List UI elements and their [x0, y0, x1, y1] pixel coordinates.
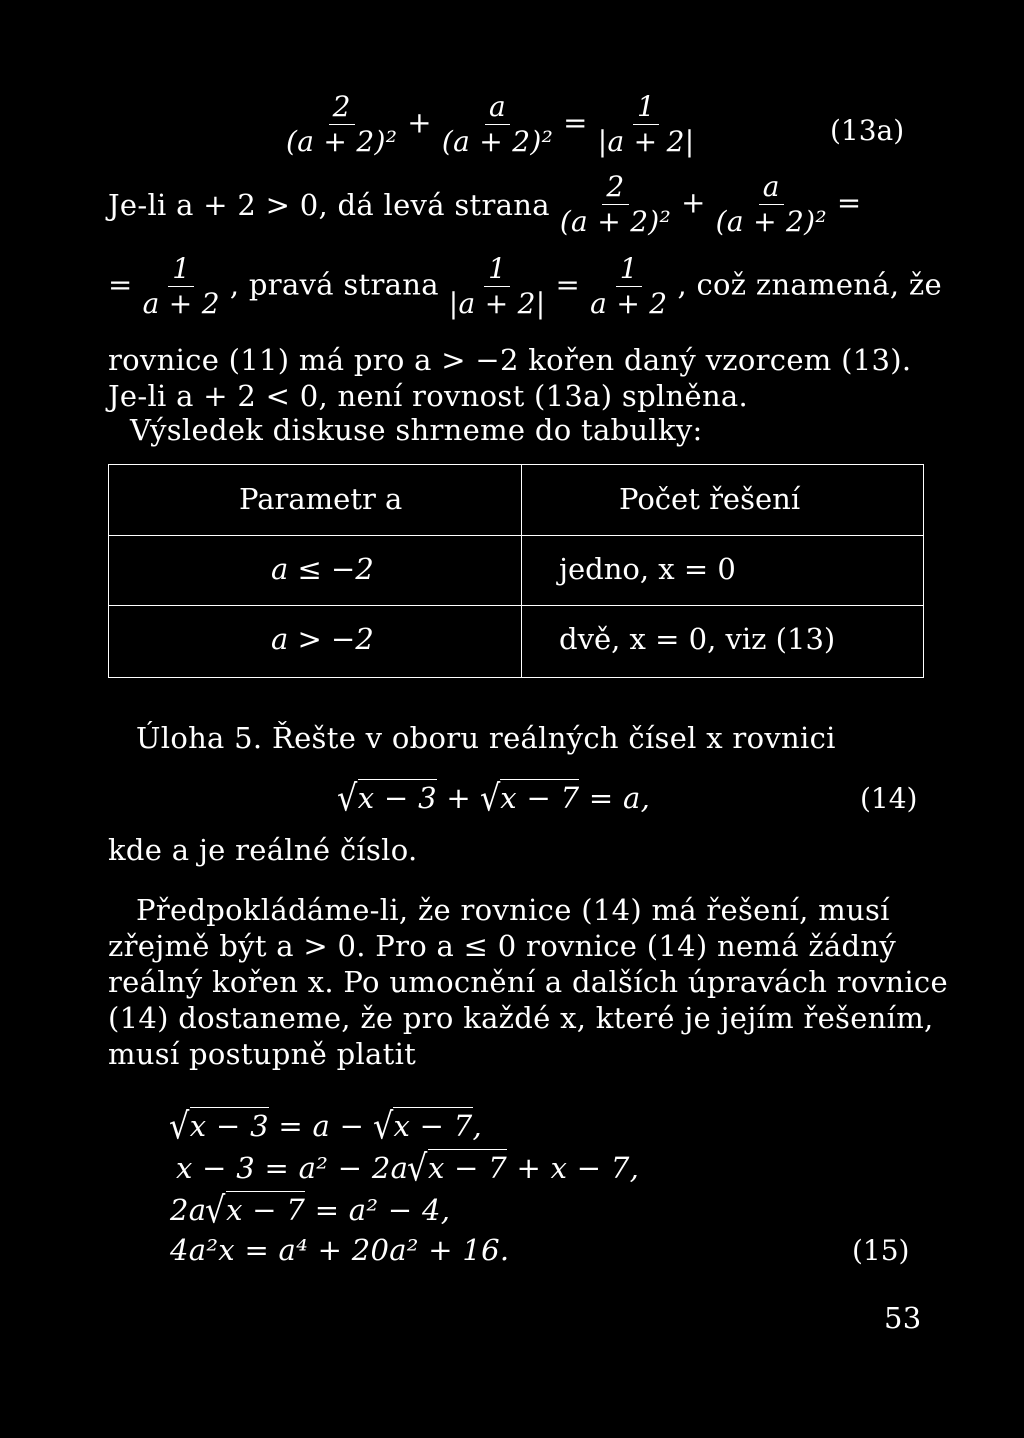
equation-14: √x − 3 + √x − 7 = a, [337, 776, 651, 820]
text-line-levá-strana: Je-li a + 2 > 0, dá levá strana $\frac{2}{\text{(a + 2)²}}$ + $\frac{a}{\text{(a + 2)²}}$ = [108, 170, 862, 238]
paragraph-line: zřejmě být a > 0. Pro a ≤ 0 rovnice (14) nemá žádný [108, 929, 897, 963]
page-number: 53 [884, 1301, 922, 1335]
square-root-icon: √ [337, 776, 358, 820]
step-line-2: x − 3 = a² − 2a√x − 7 + x − 7, [176, 1146, 640, 1190]
equation-number-13a: (13a) [830, 114, 905, 147]
paragraph-line: Předpokládáme-li, že rovnice (14) má řešení, musí [136, 893, 890, 927]
table-cell: a ≤ −2 [271, 552, 374, 586]
table-cell: a > −2 [271, 622, 374, 656]
step-line-3: 2a√x − 7 = a² − 4, [170, 1188, 451, 1232]
fraction: $\frac{a}{\text{(a + 2)²}}$ [715, 170, 827, 238]
task-heading [136, 720, 836, 756]
fraction: $\frac{a}{\text{(a + 2)²}}$ [441, 90, 554, 158]
square-root-icon: √ [205, 1188, 227, 1232]
fraction: $\frac{1}{|a + 2|}$ [448, 252, 546, 320]
paragraph-line: Je-li a + 2 < 0, není rovnost (13a) splněna. [108, 379, 749, 413]
table-divider [521, 465, 522, 677]
text-line-kde: kde a je reálné číslo. [108, 833, 418, 867]
square-root-icon: √ [407, 1146, 428, 1190]
equation-number-15: (15) [852, 1234, 910, 1267]
table-cell: dvě, x = 0, viz (13) [559, 622, 836, 656]
table-header-pocet-reseni: Počet řešení [619, 482, 801, 516]
task-title: Úloha 5. [136, 721, 263, 755]
fraction: $\frac{1}{a + 2}$ [142, 252, 220, 320]
text-line-pravá-strana: = $\frac{1}{a + 2}$ , pravá strana $\frac{1}{|a + 2|}$ = $\frac{1}{a + 2}$ , což znamená, že [108, 252, 942, 320]
table-cell: jedno, x = 0 [559, 552, 736, 586]
paragraph-line: (14) dostaneme, že pro každé x, které je jejím řešením, [108, 1001, 934, 1035]
table-header-parametr: Parametr a [239, 482, 403, 516]
equation-number-14: (14) [860, 782, 918, 815]
fraction: $\frac{1}{|a + 2|}$ [597, 90, 695, 158]
paragraph-line: rovnice (11) má pro a > −2 kořen daný vzorcem (13). [108, 343, 912, 377]
square-root-icon: √ [372, 1104, 394, 1148]
step-line-4: 4a²x = a⁴ + 20a² + 16. [170, 1233, 510, 1267]
table-divider [109, 535, 923, 536]
paragraph-line: reálný kořen x. Po umocnění a dalších úpravách rovnice [108, 965, 948, 999]
fraction: $\frac{2}{\text{(a + 2)²}}$ [286, 90, 398, 158]
step-line-1: √x − 3 = a − √x − 7, [169, 1104, 483, 1148]
results-table [108, 464, 924, 678]
table-divider [109, 605, 923, 606]
equation-13a: $\frac{2}{\text{(a + 2)²}}$ + $\frac{a}{\text{(a + 2)²}}$ = $\frac{1}{|a + 2|}$ [276, 92, 704, 157]
square-root-icon: √ [479, 776, 501, 820]
fraction: $\frac{1}{a + 2}$ [590, 252, 668, 320]
square-root-icon: √ [169, 1104, 190, 1148]
task-text: Řešte v oboru reálných čísel x rovnici [262, 721, 836, 755]
paragraph-line: Výsledek diskuse shrneme do tabulky: [130, 413, 703, 447]
fraction: $\frac{2}{\text{(a + 2)²}}$ [559, 170, 672, 238]
paragraph-line: musí postupně platit [108, 1037, 417, 1071]
